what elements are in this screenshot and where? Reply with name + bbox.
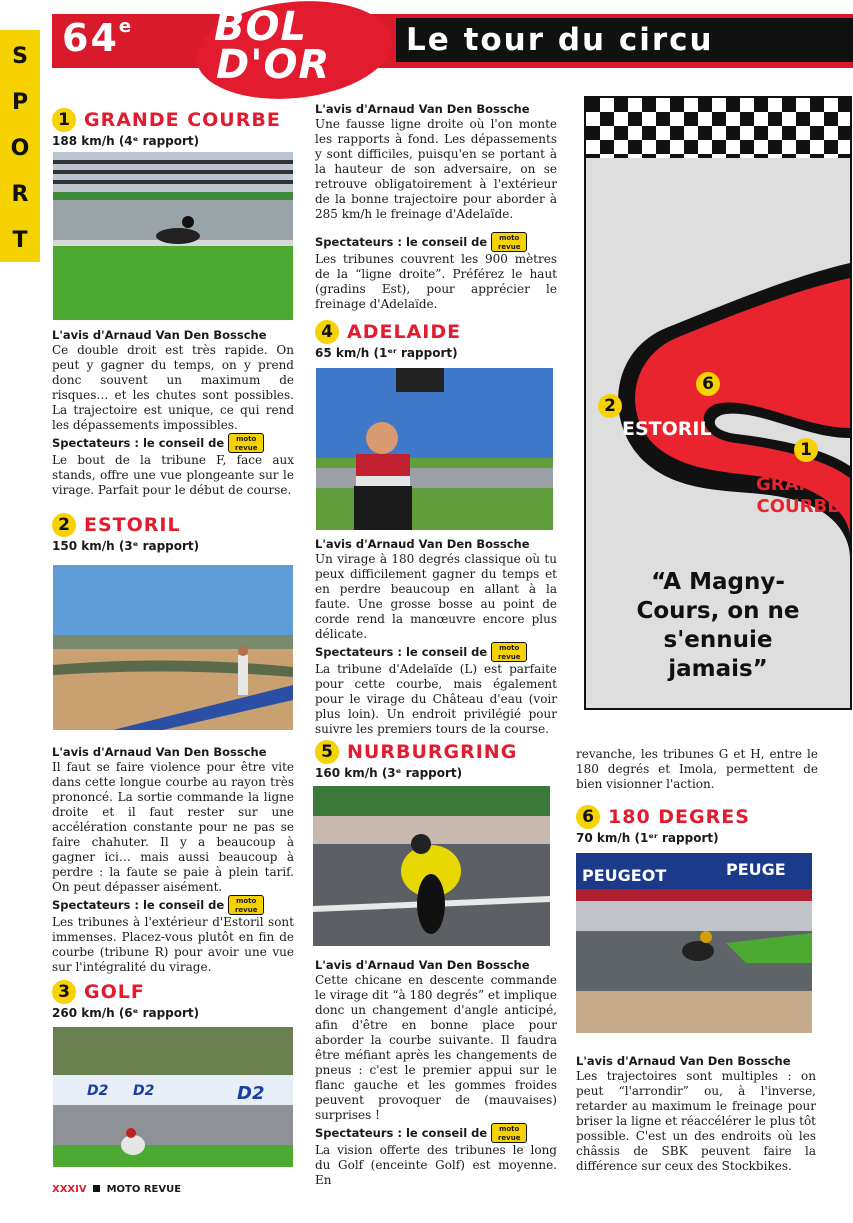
section-3: [52, 980, 294, 1020]
map-marker-2: 2: [598, 394, 622, 418]
moto-revue-badge: moto revue: [491, 1123, 527, 1143]
avis-text: Un virage à 180 degrés classique où tu peux difficilement gagner du temps et en perdre beaucoup en allant à la faute. Une grosse bosse au point de corde rend la manœuvre encore plus délicate.: [315, 552, 557, 641]
section-title: ADELAIDE: [347, 321, 462, 343]
avis-label: L'avis d'Arnaud Van Den Bossche: [576, 1054, 791, 1068]
section-speed: 188 km/h (4ᵉ rapport): [52, 134, 200, 148]
section-2: [52, 513, 294, 553]
moto-revue-badge: moto revue: [491, 642, 527, 662]
section-2-text: [52, 745, 294, 975]
avis-text: Cette chicane en descente commande le virage dit “à 180 degrés” et implique donc un changement d'angle anticipé, afin d'être en bonne place pour aborder la courbe suivante. Il faudra être méfiant après les changements de pneus : c'est le premier appui sur le flanc gauche et les gommes froides peuvent provoquer de (mauvaises) surprises !: [315, 973, 557, 1122]
avis-label: L'avis d'Arnaud Van Den Bossche: [52, 745, 267, 759]
section-6-text: [576, 1054, 816, 1174]
avis-label: L'avis d'Arnaud Van Den Bossche: [315, 958, 530, 972]
section-speed: 260 km/h (6ᵉ rapport): [52, 1006, 200, 1020]
spectateurs-text: Le bout de la tribune F, face aux stands, offre une vue plongeante sur le virage. Parfait pour le début de course.: [52, 453, 294, 497]
checkered-flag-pattern: [586, 98, 850, 158]
photo-golf: [53, 1027, 293, 1167]
section-number: 2: [52, 513, 76, 537]
photo-adelaide: [316, 368, 553, 530]
section-speed: 160 km/h (3ᵉ rapport): [315, 766, 463, 780]
section-5-text-continued: revanche, les tribunes G et H, entre le 180 degrés et Imola, permettent de bien visionner l'action.: [576, 747, 818, 791]
side-tab-letter: R: [11, 182, 29, 207]
page-title: Le tour du circu: [396, 18, 853, 62]
map-marker-6: 6: [696, 372, 720, 396]
section-3-text: [315, 102, 557, 312]
section-5-text: [315, 958, 557, 1188]
peugeot-banner-text-2: PEUGE: [726, 860, 786, 879]
spectateurs-text: La tribune d'Adelaïde (L) est parfaite pour cette courbe, mais également pour le virage du Château d'eau (voir plus loin). Un endroit privilégié pour suivre les premiers tours de la course.: [315, 662, 557, 736]
d2-banner-text: D2: [237, 1083, 265, 1104]
photo-180-degres: [576, 853, 812, 1033]
section-number: 6: [576, 805, 600, 829]
avis-text: Les trajectoires sont multiples : on peut “l'arrondir” ou, à l'inverse, retarder au maximum le freinage pour briser la ligne et réaccélérer le plus tôt possible. C'est un des endroits où les châssis de SBK peuvent faire la différence sur ceux des Stockbikes.: [576, 1069, 816, 1173]
avis-label: L'avis d'Arnaud Van Den Bossche: [52, 328, 267, 342]
map-marker-1: 1: [794, 438, 818, 462]
section-number: 4: [315, 320, 339, 344]
section-4: [315, 320, 557, 360]
section-number: 3: [52, 980, 76, 1004]
side-tab-letter: O: [10, 136, 30, 161]
logo-line2: D'OR: [216, 42, 331, 88]
avis-label: L'avis d'Arnaud Van Den Bossche: [315, 537, 530, 551]
spectateurs-text: La vision offerte des tribunes le long du Golf (enceinte Golf) est moyenne. En: [315, 1143, 557, 1187]
footer-square-icon: [93, 1185, 100, 1192]
section-speed: 150 km/h (3ᵉ rapport): [52, 539, 200, 553]
magazine-name: MOTO REVUE: [106, 1184, 182, 1195]
spectateurs-label: Spectateurs : le conseil de moto revue: [52, 433, 294, 453]
avis-text: Il faut se faire violence pour être vite dans cette longue courbe au rayon très prononcé. La sortie commande la ligne droite et il faut rester sur une accélération constante pour ne pas se faire chahuter. Il y a beaucoup à gagner ici… mais aussi beaucoup à perdre : la faute se paie à plein tarif. On peut dépasser aisément.: [52, 760, 294, 894]
page-footer: [52, 1184, 181, 1195]
section-6: [576, 805, 818, 845]
moto-revue-badge: moto revue: [228, 433, 264, 453]
peugeot-banner-text: PEUGEOT: [582, 866, 667, 885]
photo-estoril: [53, 565, 293, 730]
section-speed: 65 km/h (1ᵉʳ rapport): [315, 346, 458, 360]
sport-side-tab: [0, 30, 40, 262]
section-1-text: [52, 328, 294, 498]
spectateurs-label: Spectateurs : le conseil de moto revue: [52, 895, 294, 915]
photo-grande-courbe: [53, 152, 293, 320]
avis-text: Une fausse ligne droite où l'on monte les rapports à fond. Les dépassements y sont difficiles, puisqu'en se portant à la hauteur de son adversaire, on se retrouve obligatoirement à l'extérieur de la bonne trajectoire pour aborder à 285 km/h le freinage d'Adelaïde.: [315, 117, 557, 221]
spectateurs-text: Les tribunes couvrent les 900 mètres de la “ligne droite”. Préférez le haut (gradins Est), pour apprécier le freinage d'Adelaïde.: [315, 252, 557, 311]
section-title: GOLF: [84, 981, 145, 1003]
section-title: ESTORIL: [84, 514, 181, 536]
d2-banner-text: D2: [133, 1083, 155, 1099]
side-tab-letter: T: [12, 228, 28, 253]
circuit-map: [584, 96, 852, 710]
photo-nurburgring: [313, 786, 550, 946]
spectateurs-text: Les tribunes à l'extérieur d'Estoril sont immenses. Placez-vous plutôt en fin de courbe (tribune R) pour avoir une vue sur l'intégralité du virage.: [52, 915, 294, 974]
logo-line1: BOL: [214, 4, 307, 50]
avis-text: Ce double droit est très rapide. On peut y gagner du temps, on y prend donc souvent un maximum de risques… et les chutes sont possibles. La trajectoire est unique, ce qui rend les dépassements impossibles.: [52, 343, 294, 432]
section-4-text: [315, 537, 557, 737]
section-title: GRANDE COURBE: [84, 109, 281, 131]
side-tab-letter: S: [12, 44, 28, 69]
avis-label: L'avis d'Arnaud Van Den Bossche: [315, 102, 530, 116]
spectateurs-label: Spectateurs : le conseil de moto revue: [315, 1123, 557, 1143]
edition-number: 64e: [62, 16, 134, 60]
page-number: XXXIV: [52, 1184, 87, 1195]
moto-revue-badge: moto revue: [491, 232, 527, 252]
map-label-estoril: ESTORIL: [622, 418, 712, 440]
map-label-grande-courbe: GRANDE COURBE: [756, 474, 841, 517]
pull-quote: “A Magny- Cours, on ne s'ennuie jamais”: [636, 569, 800, 682]
section-speed: 70 km/h (1ᵉʳ rapport): [576, 831, 719, 845]
section-number: 5: [315, 740, 339, 764]
section-5: [315, 740, 557, 780]
spectateurs-label: Spectateurs : le conseil de moto revue: [315, 642, 557, 662]
side-tab-letter: P: [11, 90, 29, 115]
map-label-180: 180°: [724, 373, 771, 394]
moto-revue-badge: moto revue: [228, 895, 264, 915]
section-title: 180 DEGRES: [608, 806, 750, 828]
section-1: [52, 108, 294, 148]
spectateurs-label: Spectateurs : le conseil de moto revue: [315, 232, 557, 252]
section-number: 1: [52, 108, 76, 132]
section-title: NURBURGRING: [347, 741, 518, 763]
d2-banner-text: D2: [87, 1083, 109, 1099]
